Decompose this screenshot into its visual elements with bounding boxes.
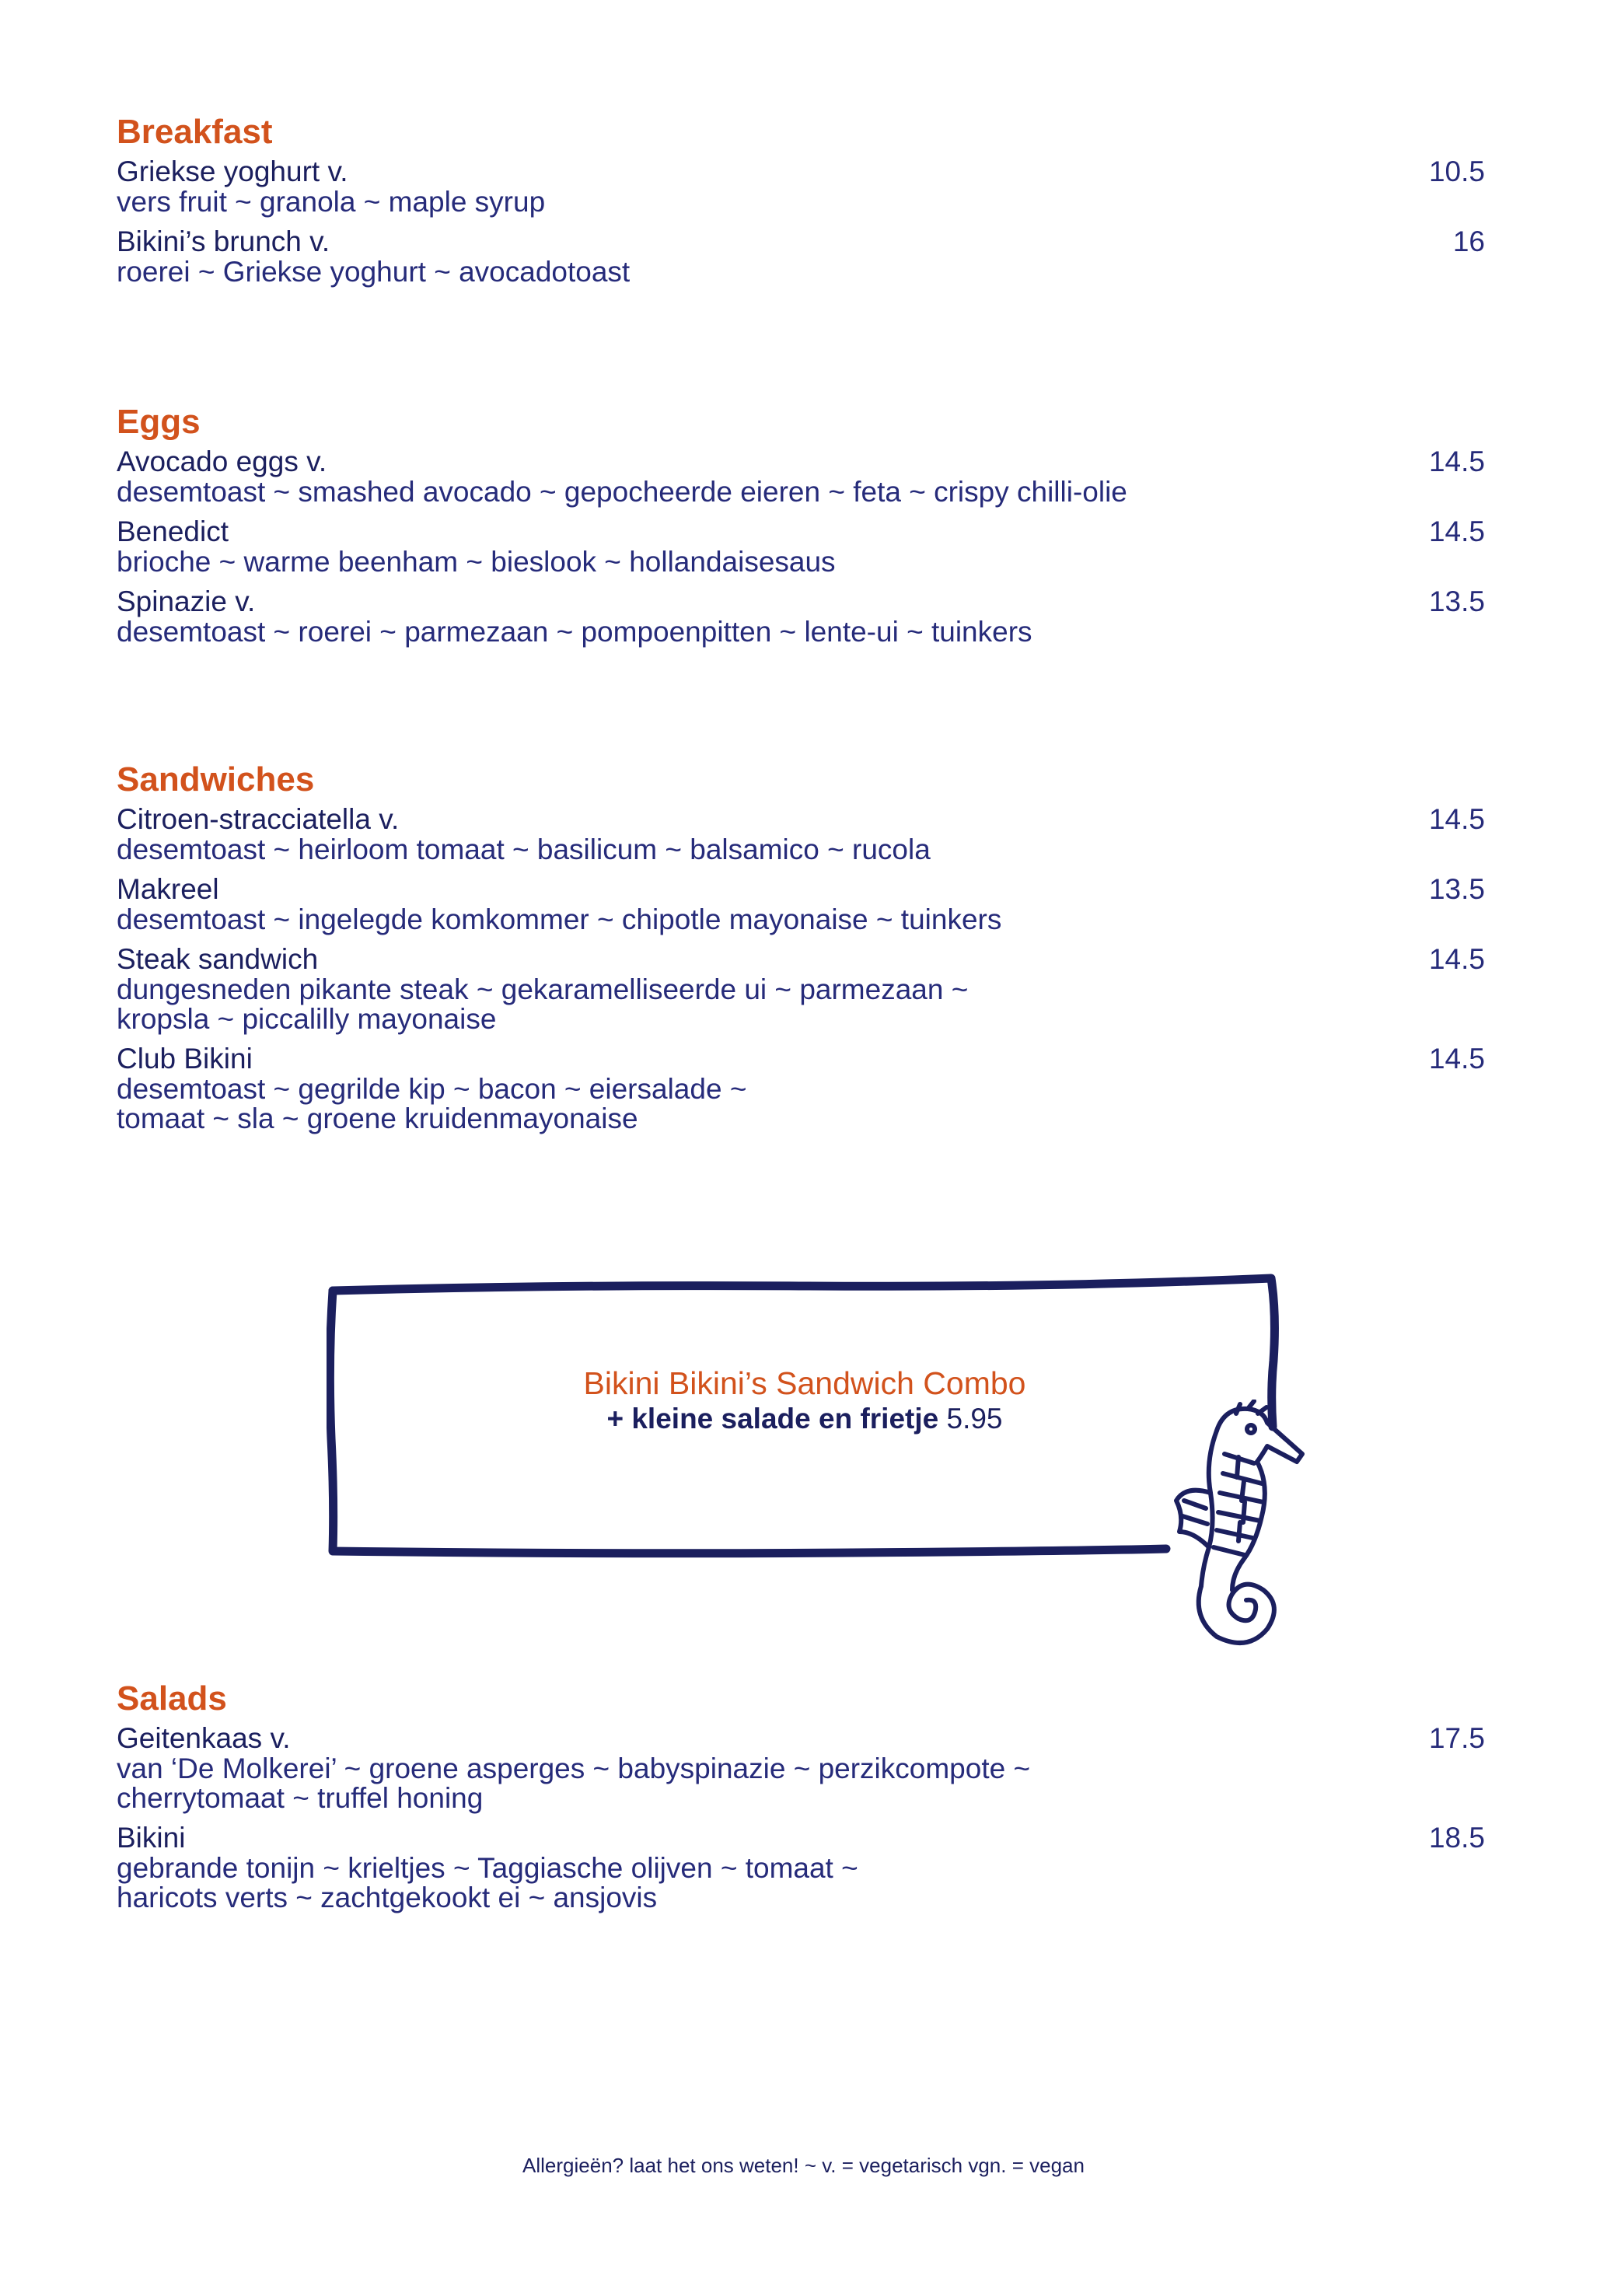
menu-item: [117, 516, 1485, 577]
section-breakfast: [117, 113, 1485, 296]
section-title: Eggs: [117, 403, 201, 441]
menu-item: [117, 1723, 1485, 1813]
item-name: Citroen-stracciatella: [117, 803, 371, 835]
allergy-footer: Allergieën? laat het ons weten! ~ v. = vegetarisch vgn. = vegan: [522, 2154, 1085, 2177]
item-description: desemtoast ~ gegrilde kip ~ bacon ~ eiersalade ~ tomaat ~ sla ~ groene kruidenmayonaise: [117, 1073, 747, 1134]
menu-item: [117, 1822, 1485, 1913]
menu-item: [117, 586, 1485, 647]
item-name: Avocado eggs: [117, 446, 299, 477]
item-name: Griekse yoghurt: [117, 156, 320, 187]
item-price: 14.5: [1428, 943, 1485, 975]
item-price: 14.5: [1428, 515, 1485, 547]
menu-item: [117, 1043, 1485, 1134]
section-eggs: [117, 403, 1485, 656]
menu-item: [117, 226, 1485, 287]
item-name: Bikini: [117, 1822, 186, 1854]
section-title: Sandwiches: [117, 760, 315, 799]
menu-item: [117, 804, 1485, 865]
combo-title: Bikini Bikini’s Sandwich Combo: [583, 1365, 1026, 1401]
item-description: van ‘De Molkerei’ ~ groene asperges ~ babyspinazie ~ perzikcompote ~ cherrytomaat ~ truffel honing: [117, 1753, 1031, 1814]
item-tag: v.: [226, 585, 256, 617]
menu-item: [117, 446, 1485, 507]
item-price: 10.5: [1428, 156, 1485, 187]
item-tag: v.: [262, 1722, 291, 1754]
item-name: Steak sandwich: [117, 943, 319, 975]
combo-callout: [327, 1365, 1283, 1436]
item-tag: v.: [301, 225, 330, 257]
item-name: Bikini’s brunch: [117, 225, 302, 257]
item-price: 14.5: [1428, 803, 1485, 835]
menu-item: [117, 944, 1485, 1034]
item-description: desemtoast ~ ingelegde komkommer ~ chipotle mayonaise ~ tuinkers: [117, 903, 1002, 935]
item-name: Makreel: [117, 873, 219, 905]
item-price: 13.5: [1428, 873, 1485, 905]
section-sandwiches: [117, 760, 1485, 1143]
section-title: Salads: [117, 1679, 227, 1718]
section-title: Breakfast: [117, 113, 273, 151]
item-description: dungesneden pikante steak ~ gekaramelliseerde ui ~ parmezaan ~ kropsla ~ piccalilly mayonaise: [117, 973, 969, 1035]
item-name: Spinazie: [117, 585, 227, 617]
item-description: desemtoast ~ heirloom tomaat ~ basilicum ~ balsamico ~ rucola: [117, 833, 931, 865]
item-price: 18.5: [1428, 1822, 1485, 1854]
item-tag: v.: [298, 446, 327, 477]
item-description: gebrande tonijn ~ krieltjes ~ Taggiasche olijven ~ tomaat ~ haricots verts ~ zachtgekookt ei ~ ansjovis: [117, 1852, 858, 1913]
menu-item: [117, 874, 1485, 935]
item-name: Club Bikini: [117, 1043, 253, 1075]
item-price: 17.5: [1428, 1722, 1485, 1754]
item-price: 14.5: [1428, 1043, 1485, 1075]
item-price: 13.5: [1428, 585, 1485, 617]
item-description: roerei ~ Griekse yoghurt ~ avocadotoast: [117, 256, 631, 288]
item-description: vers fruit ~ granola ~ maple syrup: [117, 186, 546, 218]
section-salads: [117, 1679, 1485, 1922]
menu-item: [117, 156, 1485, 217]
item-tag: v.: [320, 156, 348, 187]
item-price: 14.5: [1428, 446, 1485, 477]
item-tag: v.: [370, 803, 400, 835]
item-description: desemtoast ~ smashed avocado ~ gepocheerde eieren ~ feta ~ crispy chilli-olie: [117, 476, 1127, 508]
item-name: Geitenkaas: [117, 1722, 263, 1754]
item-description: desemtoast ~ roerei ~ parmezaan ~ pompoenpitten ~ lente-ui ~ tuinkers: [117, 616, 1032, 648]
item-name: Benedict: [117, 515, 229, 547]
combo-subtitle: [327, 1402, 1283, 1436]
seahorse-icon: [1170, 1400, 1318, 1656]
item-price: 16: [1452, 225, 1485, 257]
combo-offer: + kleine salade en frietje: [606, 1403, 939, 1435]
combo-price: 5.95: [946, 1403, 1003, 1435]
item-description: brioche ~ warme beenham ~ bieslook ~ hollandaisesaus: [117, 546, 836, 578]
